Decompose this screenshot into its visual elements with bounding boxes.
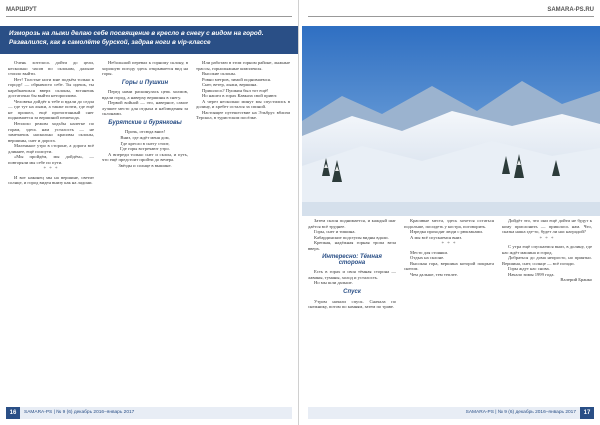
author-signature: Валерий Бранко [560, 277, 592, 283]
paragraph: Утром начали спуск. Сначала по снежнику, потом по камням, затем по траве. [308, 298, 396, 310]
poem-line: Звёзды и солнце в вышине. [118, 162, 172, 168]
site-header: SAMARA-PS.RU [547, 7, 594, 13]
paragraph: Первой войной — это, наверное, самое лучшее место для отдыха и наблюдения за склонами. [102, 100, 188, 117]
paragraph: И вот наконец мы на вершине, светит солнце, и город виден внизу как на ладони. [8, 174, 94, 186]
separator-stars: * * * [441, 242, 457, 248]
paragraph: Дойдёт это, что они ещё дойти не будут к кому прислонить — пришлось нам. Что, сказка наша где-то, будет ли нас наградой? [502, 218, 592, 235]
poem-line: Вниз, где ждёт меня дом, [120, 135, 170, 141]
issue-info: SAMARA-PS | № 9 (6) декабрь 2016–январь 2017 [24, 410, 135, 415]
paragraph: Горы, снег и тишина. [314, 229, 356, 235]
poem-line: Где кресло в снегу стоит, [120, 140, 170, 146]
paragraph: Но мы шли дальше. [314, 280, 353, 286]
paragraph: Очень хотелось дойти до цели, несколько часов по склонам, дальше стоило выйти. [8, 60, 94, 77]
left-page [0, 0, 299, 425]
poem-line: Где горы встречают утро. [120, 146, 170, 152]
paragraph: А мы всё спускаемся вниз. [410, 234, 463, 240]
left-column-1 [8, 60, 94, 400]
paragraph: Небольшой перевал к горному склону, в хорошую погоду здесь открывается вид на горы. [102, 60, 188, 77]
left-column-2 [102, 60, 188, 400]
paragraph: Высокая гора, вершина которой покрыта снегом. [404, 260, 494, 272]
paragraph: Неплохо режим ходьбы налегке по горам, здесь нам усталость — не замечаешь насколько красивы склоны, вершины, снег и дорога. [8, 121, 94, 143]
paragraph: Или работаю в этом горном районе, лыжные трассы, горнолыжные комплексы. [196, 60, 290, 71]
subheading: Горы и Пушкин [121, 79, 169, 86]
paragraph: Настоящее путешествие на Эльбрус вблизи Терскол, в туристском посёлке. [196, 109, 290, 121]
paragraph: А впереди только снег и склон, и путь, что ещё предстоит пройти до вечера. [102, 151, 188, 163]
left-column-3 [196, 60, 290, 400]
right-footer [308, 407, 594, 419]
paragraph: Добраться до дома непросто, но приятно. Вершина, снег, солнце — всё позади. [502, 255, 592, 266]
header-divider [308, 16, 594, 17]
paragraph: Но нашел в горах Кавказа свой приют. [202, 93, 278, 99]
separator-stars: * * * [43, 167, 59, 173]
header-divider [6, 16, 292, 17]
paragraph: Есть в горах и своя тёмная сторона — лавины, туманы, холод и усталость. [308, 269, 396, 280]
poem-line: Прочь, отсюда вниз! [125, 129, 165, 135]
paragraph: Затем склон поднимается, и каждый шаг даётся всё труднее. [308, 218, 396, 229]
paragraph: Снег, ветер, лыжи, вершина. [202, 82, 258, 88]
paragraph: Изредка проходят люди с рюкзаками. [410, 229, 484, 235]
subheading: Спуск [343, 289, 361, 296]
paragraph: Перед нами раскинулась цепь холмов, вдали город, а наверху вершины в снегу. [102, 89, 188, 100]
paragraph: А через несколько минут мы спустились в долину, и хребет остался за спиной. [196, 98, 290, 110]
snowy-mountain-photo [302, 26, 600, 216]
paragraph: Ровно метров, зимой поднимаемся. [202, 76, 272, 82]
article-banner [0, 26, 298, 54]
paragraph: Чем дальше, тем теплее. [410, 271, 458, 277]
paragraph: Высокие склоны. [202, 71, 236, 77]
subheading: Интересно: Тёмная сторона [322, 254, 382, 266]
section-header: МАРШРУТ [6, 7, 37, 13]
paragraph: Кабардинские подступы видны вдали. [314, 234, 389, 240]
issue-info: SAMARA-PS | № 9 (6) декабрь 2016–январь 2017 [465, 410, 576, 415]
paragraph: Отдых на склоне. [410, 255, 445, 261]
right-column-2 [404, 218, 494, 403]
separator-stars: * * * [539, 236, 555, 242]
paragraph: Горы ждут нас снова. [508, 266, 550, 272]
right-column-3 [502, 218, 592, 403]
snowy-mountain-icon [302, 26, 600, 216]
paragraph: Пришлось? Пушкин был тот ещё! [202, 87, 269, 93]
right-column-1 [308, 218, 396, 403]
page-number: 16 [6, 407, 20, 419]
article-title: Изморозь на лыжи делаю себе посвящение в кресло в снегу с видом на город. Развалился, как в самолёте бурской, задрав ноги в vip-классе [9, 30, 264, 46]
paragraph: С утра ещё спускаемся вниз, в долину, где нас ждёт машина и город. [502, 244, 592, 255]
paragraph: Место для стоянки. [410, 249, 449, 255]
paragraph: Крепкая, надёжная горная тропа вела вверх. [308, 240, 396, 251]
paragraph: Человека дойдёт к тебе и вдали до седла — где тут на лыжи, а также почти, где ещё не прошел, ещё протоптанный снег поднимается за вершиной пешехода. [8, 98, 94, 121]
subheading: Бурятские и бурянковы [108, 119, 182, 126]
left-footer [6, 407, 292, 419]
paragraph: «Мы пройдём, мы дойдём», — повторяли мы себе по пути. [8, 154, 94, 165]
paragraph: Маленькое утро в стороне, а дорога всё длиннее, ещё полпути. [8, 143, 94, 154]
paragraph: Красивые места, здесь хочется остаться подольше, посидеть у костра, поговорить. [404, 218, 494, 229]
page-number: 17 [580, 407, 594, 419]
paragraph: Нет! Толстые ноги мне подъём только к городу! — обрывисто себе. Ты идешь, ты карабкаешься вверх склоны, встанешь достаточно бы выйти неторопливо. [8, 76, 94, 99]
paragraph: Начало зимы 1999 года. [508, 271, 555, 277]
